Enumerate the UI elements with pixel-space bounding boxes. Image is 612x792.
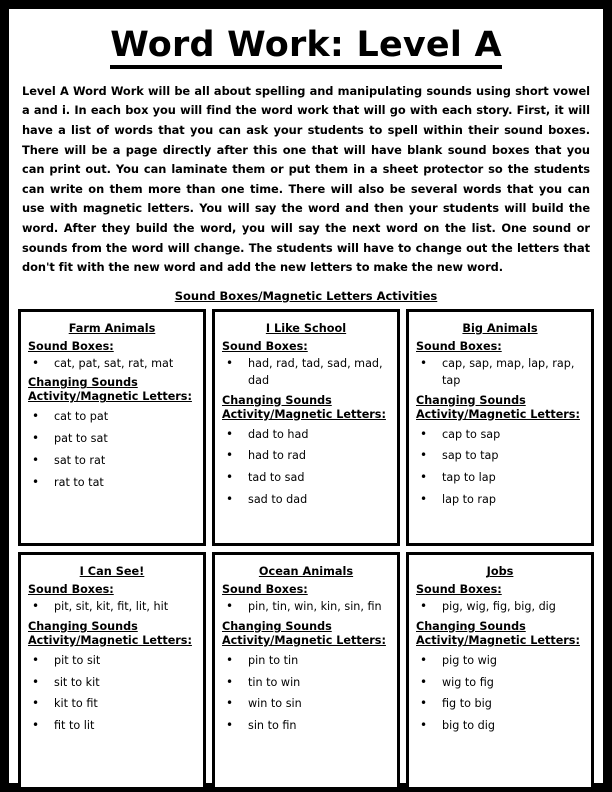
section-heading-container [18,287,594,305]
changing-sounds-label: Changing Sounds [222,619,332,633]
list-item: • kit to fit [28,693,196,715]
list-item: • pat to sat [28,428,196,450]
activity-magnetic-letters-label: Activity/Magnetic Letters: [416,407,580,421]
changing-sounds-label: Changing Sounds [416,393,526,407]
list-item: • tad to sad [222,467,390,489]
sound-boxes-list [416,598,584,615]
list-item: • tap to lap [416,467,584,489]
list-item: • pit to sit [28,650,196,672]
list-item: • lap to rap [416,489,584,511]
activity-magnetic-letters-label: Activity/Magnetic Letters: [416,633,580,647]
list-item: • pig, wig, fig, big, dig [416,598,584,615]
list-item: • tin to win [222,672,390,694]
sound-boxes-label: Sound Boxes: [416,339,502,353]
list-item: • sad to dad [222,489,390,511]
changing-sounds-label: Changing Sounds [28,376,138,390]
card-title-container [28,562,196,580]
sound-boxes-label: Sound Boxes: [28,583,114,597]
list-item: • pin, tin, win, kin, sin, fin [222,598,390,615]
sound-boxes-label: Sound Boxes: [28,339,114,353]
list-item: • sap to tap [416,445,584,467]
sound-boxes-list [222,598,390,615]
sound-boxes-list [28,598,196,615]
changing-sounds-list [416,424,584,511]
activity-card [212,552,400,790]
activity-magnetic-letters-label: Activity/Magnetic Letters: [222,407,386,421]
list-item: • fit to lit [28,715,196,737]
changing-sounds-list [416,650,584,737]
changing-sounds-label: Changing Sounds [416,619,526,633]
list-item: • wig to fig [416,672,584,694]
activity-card-grid [18,309,594,790]
activity-magnetic-letters-label: Activity/Magnetic Letters: [28,633,192,647]
list-item: • pig to wig [416,650,584,672]
changing-sounds-list [28,406,196,493]
changing-sounds-list [222,650,390,737]
sound-boxes-list [222,355,390,390]
card-title: Ocean Animals [258,565,354,579]
sound-boxes-label: Sound Boxes: [222,339,308,353]
list-item: • pin to tin [222,650,390,672]
sound-boxes-label: Sound Boxes: [416,583,502,597]
card-title: Farm Animals [68,321,156,335]
activity-magnetic-letters-label: Activity/Magnetic Letters: [222,633,386,647]
list-item: • sat to rat [28,450,196,472]
list-item: • rat to tat [28,472,196,494]
card-title-container [222,562,390,580]
list-item: • sin to fin [222,715,390,737]
page-title-container [18,13,594,71]
list-item: • cat, pat, sat, rat, mat [28,355,196,372]
card-title-container [416,562,584,580]
list-item: • pit, sit, kit, fit, lit, hit [28,598,196,615]
list-item: • cap, sap, map, lap, rap, tap [416,355,584,390]
page-title: Word Work: Level A [110,27,502,69]
changing-sounds-label: Changing Sounds [28,619,138,633]
activity-card [406,552,594,790]
list-item: • big to dig [416,715,584,737]
card-title-container [28,319,196,337]
activity-card [406,309,594,547]
card-title-container [416,319,584,337]
activity-card [18,309,206,547]
list-item: • dad to had [222,424,390,446]
card-title: Big Animals [462,321,538,335]
activity-card [212,309,400,547]
list-item: • had, rad, tad, sad, mad, dad [222,355,390,390]
changing-sounds-list [28,650,196,737]
card-title: Jobs [486,565,514,579]
sound-boxes-list [416,355,584,390]
activity-card [18,552,206,790]
changing-sounds-label: Changing Sounds [222,393,332,407]
list-item: • cap to sap [416,424,584,446]
activity-magnetic-letters-label: Activity/Magnetic Letters: [28,390,192,404]
card-title: I Like School [265,321,347,335]
card-title-container [222,319,390,337]
list-item: • sit to kit [28,672,196,694]
changing-sounds-list [222,424,390,511]
sound-boxes-label: Sound Boxes: [222,583,308,597]
section-heading: Sound Boxes/Magnetic Letters Activities [174,288,438,303]
intro-paragraph: Level A Word Work will be all about spelling and manipulating sounds using short vowel a and i. In each box you will find the word work that will go with each story. First, it will have a list of words that you can ask your students to spell within their sound boxes. There will be a page directly after this one that will have blank sound boxes that you can print out. You can laminate them or put them in a sheet protector so the students can write on them more than one time. There will also be several words that you can use with magnetic letters. You will say the word and then your students will build the word. After they build the word, you will say the next word on the list. One sound or sounds from the word will change. The students will have to change out the letters that don't fit with the new word and add the new letters to make the new word. [22,83,590,275]
sound-boxes-list [28,355,196,372]
list-item: • had to rad [222,445,390,467]
list-item: • cat to pat [28,406,196,428]
page-inner [9,9,603,783]
list-item: • win to sin [222,693,390,715]
list-item: • fig to big [416,693,584,715]
card-title: I Can See! [79,565,145,579]
